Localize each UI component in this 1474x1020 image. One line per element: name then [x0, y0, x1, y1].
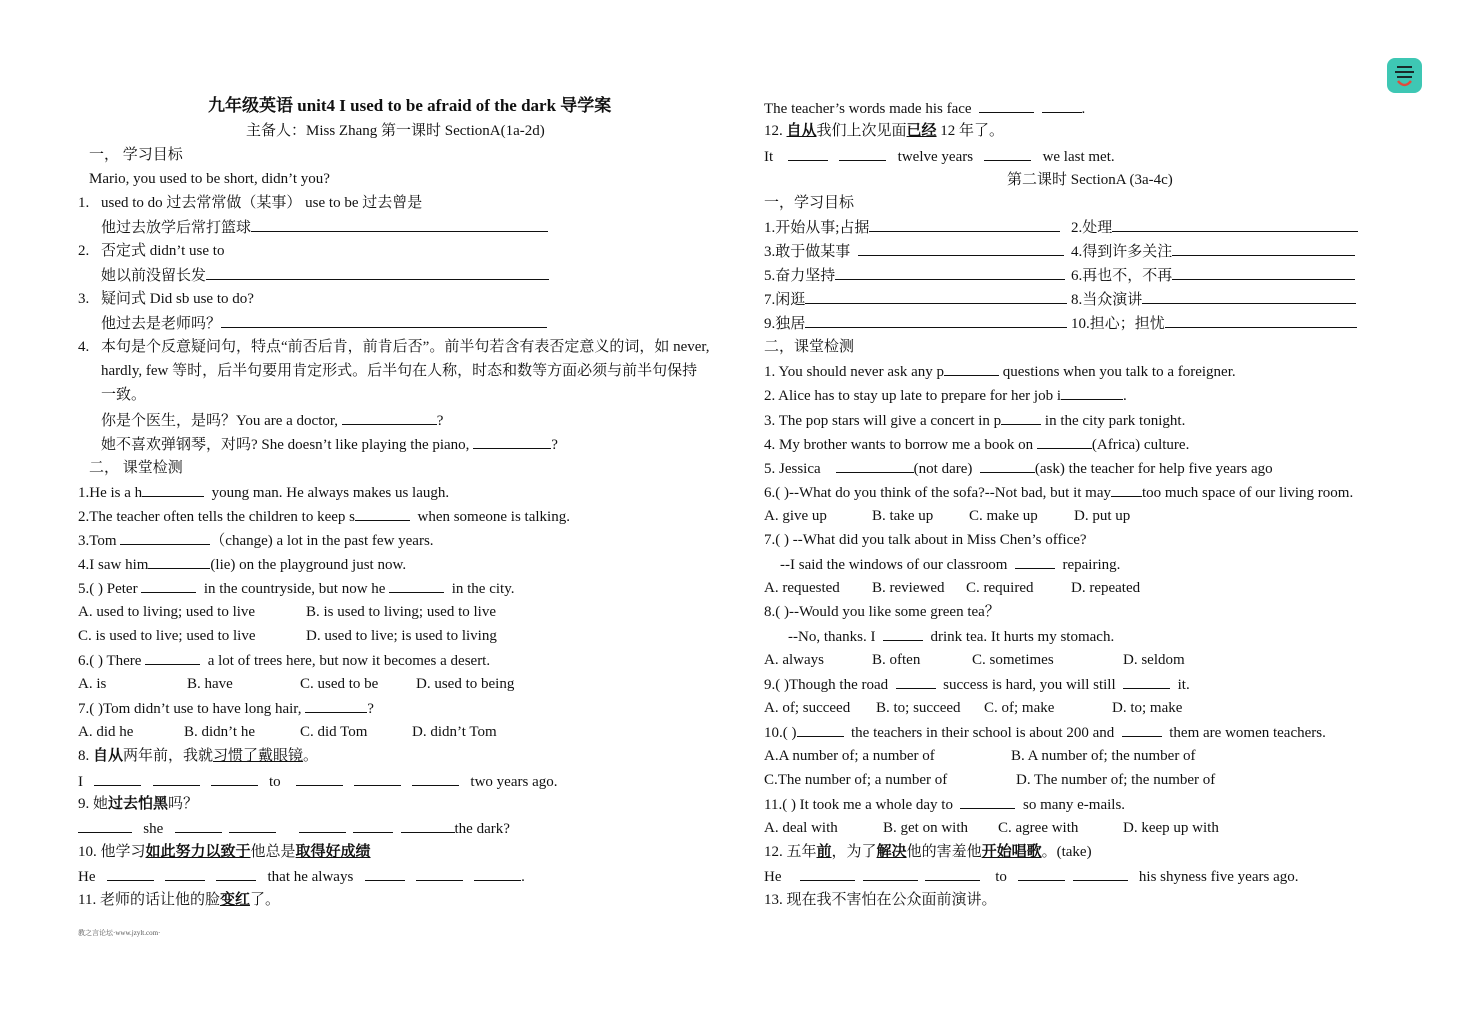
answer-blank[interactable]: [1037, 434, 1092, 449]
answer-blank[interactable]: [1165, 313, 1357, 328]
vocab-item: [764, 217, 1060, 238]
answer-blank[interactable]: [1112, 217, 1358, 232]
prompt: success is hard, you will still: [943, 677, 1116, 693]
answer-blank[interactable]: [1172, 241, 1355, 256]
vocab-item: [1071, 289, 1356, 310]
text-line: used to do 过去常常做（某事） use to be 过去曾是: [101, 195, 423, 211]
prompt: 6.再也不，不再: [1071, 268, 1173, 284]
prompt: 9.( )Though the road: [764, 677, 889, 693]
answer-blank[interactable]: [1142, 289, 1356, 304]
prompt: (lie) on the playground just now.: [210, 557, 407, 573]
question: [78, 554, 406, 575]
prompt: ?: [436, 413, 444, 429]
text-line: Mario, you used to be short, didn’t you?: [89, 171, 330, 187]
prompt: 8.: [78, 748, 93, 764]
option-d[interactable]: D. used to being: [416, 676, 515, 692]
answer-blank[interactable]: [800, 866, 855, 881]
prompt: his shyness five years ago.: [1138, 869, 1299, 885]
prompt: 12. 五年: [764, 844, 817, 860]
option-c[interactable]: C. used to be: [300, 676, 379, 692]
question: [78, 530, 434, 551]
prompt: 1.开始从事;占据: [764, 220, 870, 236]
prompt: 两年前，我就: [123, 748, 214, 764]
option-b[interactable]: B. to; succeed: [876, 700, 961, 716]
prompt: 1.He is a h: [78, 485, 143, 501]
prompt: 9. 她: [78, 796, 109, 812]
option-d[interactable]: D. put up: [1074, 508, 1131, 524]
answer-blank[interactable]: [142, 482, 204, 497]
vocab-item: [764, 289, 1067, 310]
answer-blank[interactable]: [78, 818, 132, 833]
answer-blank[interactable]: [896, 674, 936, 689]
question: [764, 722, 1326, 743]
answer-blank[interactable]: [153, 771, 200, 786]
option-c[interactable]: C. did Tom: [300, 724, 368, 740]
option-c[interactable]: C. make up: [969, 508, 1038, 524]
prompt: 5.奋力坚持: [764, 268, 836, 284]
prompt: (not dare): [913, 461, 973, 477]
fill-line: [764, 98, 1085, 119]
question: [78, 506, 570, 527]
answer-blank[interactable]: [1073, 866, 1128, 881]
prompt: in the city.: [451, 581, 515, 597]
option-c[interactable]: C. sometimes: [972, 652, 1054, 668]
option-a[interactable]: A. is: [78, 676, 107, 692]
answer-blank[interactable]: [251, 217, 548, 232]
prompt: 你是个医生，是吗？You are a doctor,: [101, 413, 339, 429]
lesson-heading: 第二课时 SectionA (3a-4c): [1007, 172, 1173, 188]
item-number: 2.: [78, 243, 90, 259]
answer-blank[interactable]: [416, 866, 463, 881]
question: [764, 121, 1004, 141]
option-d[interactable]: D. repeated: [1071, 580, 1141, 596]
text-line: 疑问式 Did sb use to do?: [101, 291, 254, 307]
text-line: [101, 265, 549, 286]
prompt: 9.独居: [764, 316, 806, 332]
question: [764, 794, 1125, 815]
keyword: 如此努力以致于: [145, 844, 251, 860]
prompt: 1. You should never ask any p: [764, 364, 944, 380]
answer-blank[interactable]: [355, 506, 410, 521]
prompt: 6.( )--What do you think of the sofa?--Not bad, but it may: [764, 485, 1111, 501]
prompt: young man. He always makes us laugh.: [211, 485, 450, 501]
prompt: He: [764, 869, 782, 885]
text-line: [101, 313, 547, 334]
prompt: (ask) the teacher for help five years ago: [1034, 461, 1273, 477]
page-title: 九年级英语 unit4 I used to be afraid of the dark 导学案: [208, 96, 612, 115]
fill-line: [78, 818, 510, 839]
option-d[interactable]: D. seldom: [1123, 652, 1185, 668]
vocab-item: [1071, 217, 1358, 238]
option-d[interactable]: D. keep up with: [1123, 820, 1219, 836]
prompt: it.: [1177, 677, 1190, 693]
prompt: that he always: [267, 869, 354, 885]
prompt: 。: [303, 748, 319, 764]
option-d[interactable]: D. didn’t Tom: [412, 724, 497, 740]
answer-blank[interactable]: [354, 771, 401, 786]
prompt: ?: [367, 701, 374, 717]
vocab-item: [764, 265, 1065, 286]
option-a[interactable]: A. give up: [764, 508, 827, 524]
prompt: 10.担心；担忧: [1071, 316, 1165, 332]
question: [78, 578, 514, 599]
question: [764, 361, 1236, 382]
answer-blank[interactable]: [979, 98, 1034, 113]
app-logo-icon: [1387, 58, 1422, 93]
prompt: 11. 老师的话让他的脸: [78, 892, 220, 908]
prompt: a lot of trees here, but now it becomes a desert.: [207, 653, 491, 669]
keyword: 前: [816, 844, 832, 860]
prompt: so many e-mails.: [1022, 797, 1126, 813]
prompt: 4.I saw him: [78, 557, 149, 573]
question: [764, 842, 1092, 862]
question: [764, 674, 1190, 695]
answer-blank[interactable]: [1018, 866, 1065, 881]
option-c[interactable]: C. of; make: [984, 700, 1055, 716]
prompt: 3.Tom: [78, 533, 117, 549]
option-b[interactable]: B. have: [187, 676, 233, 692]
answer-blank[interactable]: [389, 578, 444, 593]
question: [788, 626, 1114, 647]
answer-blank[interactable]: [145, 650, 200, 665]
answer-blank[interactable]: [1001, 410, 1041, 425]
prompt: twelve years: [897, 149, 974, 165]
prompt: 2. Alice has to stay up late to prepare for her job i: [764, 388, 1061, 404]
keyword: 开始唱歌: [981, 844, 1042, 860]
prompt: 他过去是老师吗？: [101, 316, 222, 332]
item-number: 4.: [78, 339, 90, 355]
keyword: 过去怕黑: [108, 796, 169, 812]
prompt: 8.当众演讲: [1071, 292, 1143, 308]
answer-blank[interactable]: [1111, 482, 1142, 497]
prompt: 。(take): [1041, 844, 1092, 860]
question: [764, 410, 1185, 431]
prompt: drink tea. It hurts my stomach.: [930, 629, 1115, 645]
vocab-item: [1071, 241, 1355, 262]
footer-watermark: 教之言论坛·www.jzylt.com·: [78, 929, 161, 937]
prompt: too much space of our living room.: [1142, 485, 1354, 501]
prompt: 7.闲逛: [764, 292, 806, 308]
vocab-item: [1071, 265, 1355, 286]
prompt: 11.( ) It took me a whole day to: [764, 797, 953, 813]
prompt: in the city park tonight.: [1044, 413, 1186, 429]
option-b[interactable]: B. reviewed: [872, 580, 945, 596]
option-d[interactable]: D. used to live; is used to living: [306, 628, 497, 644]
prompt: 7.( )Tom didn’t use to have long hair,: [78, 701, 302, 717]
prompt: 6.( ) There: [78, 653, 142, 669]
answer-blank[interactable]: [1015, 554, 1055, 569]
answer-blank[interactable]: [473, 434, 551, 449]
answer-blank[interactable]: [839, 146, 886, 161]
fill-line: [764, 146, 1115, 167]
keyword: 自从: [786, 123, 817, 139]
prompt: ?: [551, 437, 558, 453]
fill-line: [764, 866, 1298, 887]
question: [764, 458, 1273, 479]
answer-blank[interactable]: [165, 866, 205, 881]
answer-blank[interactable]: [353, 818, 393, 833]
keyword: 习惯了戴眼镜: [213, 748, 304, 764]
answer-blank[interactable]: [1042, 98, 1082, 113]
question: [764, 434, 1189, 455]
question: [780, 554, 1120, 575]
prompt: The teacher’s words made his face: [764, 101, 972, 117]
answer-blank[interactable]: [805, 289, 1067, 304]
keyword: 自从: [93, 748, 124, 764]
answer-blank[interactable]: [175, 818, 222, 833]
prompt: .: [1123, 388, 1127, 404]
prompt: 3.敢于做某事: [764, 244, 851, 260]
answer-blank[interactable]: [788, 146, 828, 161]
prompt: them are women teachers.: [1169, 725, 1326, 741]
prompt: 5.( ) Peter: [78, 581, 138, 597]
section-heading: 二， 课堂检测: [89, 460, 183, 476]
prompt: we last met.: [1042, 149, 1115, 165]
option-a[interactable]: A. of; succeed: [764, 700, 851, 716]
answer-blank[interactable]: [869, 217, 1060, 232]
prompt: 她以前没留长发: [101, 268, 207, 284]
question: [78, 746, 318, 766]
prompt: repairing.: [1062, 557, 1121, 573]
answer-blank[interactable]: [984, 146, 1031, 161]
option-b[interactable]: B. is used to living; used to live: [306, 604, 496, 620]
prompt: (Africa) culture.: [1091, 437, 1190, 453]
prompt: I: [78, 774, 83, 790]
prompt: 10.( ): [764, 725, 797, 741]
answer-blank[interactable]: [94, 771, 141, 786]
option-c[interactable]: C. is used to live; used to live: [78, 628, 256, 644]
fill-line: [78, 771, 557, 792]
prompt: to: [995, 869, 1007, 885]
answer-blank[interactable]: [944, 361, 999, 376]
option-b[interactable]: B. often: [872, 652, 921, 668]
keyword: 变红: [219, 892, 250, 908]
answer-blank[interactable]: [120, 530, 210, 545]
prompt: --No, thanks. I: [788, 629, 876, 645]
question: [78, 482, 449, 503]
question: [78, 698, 374, 719]
prompt: --I said the windows of our classroom: [780, 557, 1008, 573]
question: 7.( ) --What did you talk about in Miss Chen’s office?: [764, 532, 1087, 548]
answer-blank[interactable]: [299, 818, 346, 833]
answer-blank[interactable]: [835, 265, 1065, 280]
answer-blank[interactable]: [305, 698, 367, 713]
answer-blank[interactable]: [805, 313, 1067, 328]
prompt: the teachers in their school is about 200 and: [851, 725, 1115, 741]
answer-blank[interactable]: [206, 265, 549, 280]
prompt: It: [764, 149, 774, 165]
option-a[interactable]: A.A number of; a number of: [764, 748, 935, 764]
question: 8.( )--Would you like some green tea？: [764, 604, 1000, 620]
answer-blank[interactable]: [229, 818, 276, 833]
answer-blank[interactable]: [863, 866, 918, 881]
answer-blank[interactable]: [211, 771, 258, 786]
prompt: 他总是: [250, 844, 296, 860]
prompt: 他的害羞他: [906, 844, 982, 860]
question: 13. 现在我不害怕在公众面前演讲。: [764, 892, 997, 908]
fill-line: [78, 866, 525, 887]
text-line: 否定式 didn’t use to: [101, 243, 225, 259]
option-b[interactable]: B. didn’t he: [184, 724, 255, 740]
vocab-item: [1071, 313, 1357, 334]
prompt: 5. Jessica: [764, 461, 821, 477]
text-line: hardly, few 等时，后半句要用肯定形式。后半句在人称，时态和数等方面必须与前半句保持: [101, 363, 698, 379]
prompt: 12.: [764, 123, 787, 139]
prompt: 她不喜欢弹钢琴，对吗? She doesn’t like playing the piano,: [101, 437, 470, 453]
text-line: [101, 217, 548, 238]
question: [78, 650, 490, 671]
answer-blank[interactable]: [1123, 674, 1170, 689]
option-b[interactable]: B. get on with: [883, 820, 968, 836]
section-heading: 二，课堂检测: [764, 339, 855, 355]
answer-blank[interactable]: [221, 313, 547, 328]
section-heading: 一， 学习目标: [89, 147, 183, 163]
prompt: 了。: [249, 892, 280, 908]
keyword: 解决: [876, 844, 907, 860]
keyword: 已经: [906, 123, 937, 139]
option-a[interactable]: A. always: [764, 652, 824, 668]
answer-blank[interactable]: [148, 554, 210, 569]
prompt: to: [269, 774, 281, 790]
answer-blank[interactable]: [858, 241, 1064, 256]
answer-blank[interactable]: [296, 771, 343, 786]
prompt: （change) a lot in the past few years.: [210, 533, 434, 549]
answer-blank[interactable]: [980, 458, 1035, 473]
prompt: 10. 他学习: [78, 844, 146, 860]
question: [78, 842, 371, 862]
prompt: 4.得到许多关注: [1071, 244, 1173, 260]
prompt: .: [521, 869, 525, 885]
item-number: 1.: [78, 195, 90, 211]
page-subtitle: 主备人：Miss Zhang 第一课时 SectionA(1a-2d): [246, 123, 545, 139]
answer-blank[interactable]: [216, 866, 256, 881]
answer-blank[interactable]: [1061, 385, 1123, 400]
answer-blank[interactable]: [107, 866, 154, 881]
prompt: in the countryside, but now he: [203, 581, 386, 597]
section-heading: 一，学习目标: [764, 195, 855, 211]
option-a[interactable]: A. used to living; used to live: [78, 604, 256, 620]
prompt: 他过去放学后常打篮球: [101, 220, 252, 236]
prompt: 2.The teacher often tells the children to keep s: [78, 509, 355, 525]
option-c[interactable]: C.The number of; a number of: [764, 772, 948, 788]
prompt: 吗？: [168, 796, 199, 812]
prompt: 12 年了。: [936, 123, 1005, 139]
option-d[interactable]: D. The number of; the number of: [1016, 772, 1216, 788]
prompt: 3. The pop stars will give a concert in p: [764, 413, 1002, 429]
option-c[interactable]: C. agree with: [998, 820, 1079, 836]
option-c[interactable]: C. required: [966, 580, 1034, 596]
answer-blank[interactable]: [474, 866, 521, 881]
prompt: two years ago.: [470, 774, 558, 790]
text-line: [101, 410, 443, 431]
vocab-item: [764, 313, 1067, 334]
answer-blank[interactable]: [836, 458, 914, 473]
question: [78, 794, 198, 814]
answer-blank[interactable]: [797, 722, 844, 737]
prompt: 4. My brother wants to borrow me a book on: [764, 437, 1034, 453]
keyword: 取得好成绩: [295, 844, 371, 860]
prompt: .: [1081, 101, 1086, 117]
prompt: He: [78, 869, 96, 885]
answer-blank[interactable]: [925, 866, 980, 881]
text-line: 本句是个反意疑问句，特点“前否后肯，前肯后否”。前半句若含有表否定意义的词，如 never,: [101, 339, 710, 355]
question: [764, 482, 1353, 503]
text-line: 一致。: [101, 387, 147, 403]
option-a[interactable]: A. did he: [78, 724, 134, 740]
text-line: [101, 434, 558, 455]
answer-blank[interactable]: [883, 626, 923, 641]
answer-blank[interactable]: [365, 866, 405, 881]
prompt: the dark?: [454, 821, 510, 837]
answer-blank[interactable]: [141, 578, 196, 593]
option-b[interactable]: B. take up: [872, 508, 934, 524]
question: [764, 385, 1127, 406]
prompt: questions when you talk to a foreigner.: [1002, 364, 1236, 380]
prompt: 我们上次见面: [816, 123, 907, 139]
answer-blank[interactable]: [960, 794, 1015, 809]
answer-blank[interactable]: [342, 410, 437, 425]
item-number: 3.: [78, 291, 90, 307]
option-b[interactable]: B. A number of; the number of: [1011, 748, 1196, 764]
option-d[interactable]: D. to; make: [1112, 700, 1183, 716]
prompt: when someone is talking.: [417, 509, 570, 525]
option-a[interactable]: A. requested: [764, 580, 840, 596]
prompt: she: [143, 821, 164, 837]
answer-blank[interactable]: [412, 771, 459, 786]
answer-blank[interactable]: [401, 818, 455, 833]
answer-blank[interactable]: [1122, 722, 1162, 737]
answer-blank[interactable]: [1172, 265, 1355, 280]
vocab-item: [764, 241, 1064, 262]
prompt: 2.处理: [1071, 220, 1113, 236]
option-a[interactable]: A. deal with: [764, 820, 838, 836]
prompt: ，为了: [831, 844, 877, 860]
question: [78, 890, 280, 910]
